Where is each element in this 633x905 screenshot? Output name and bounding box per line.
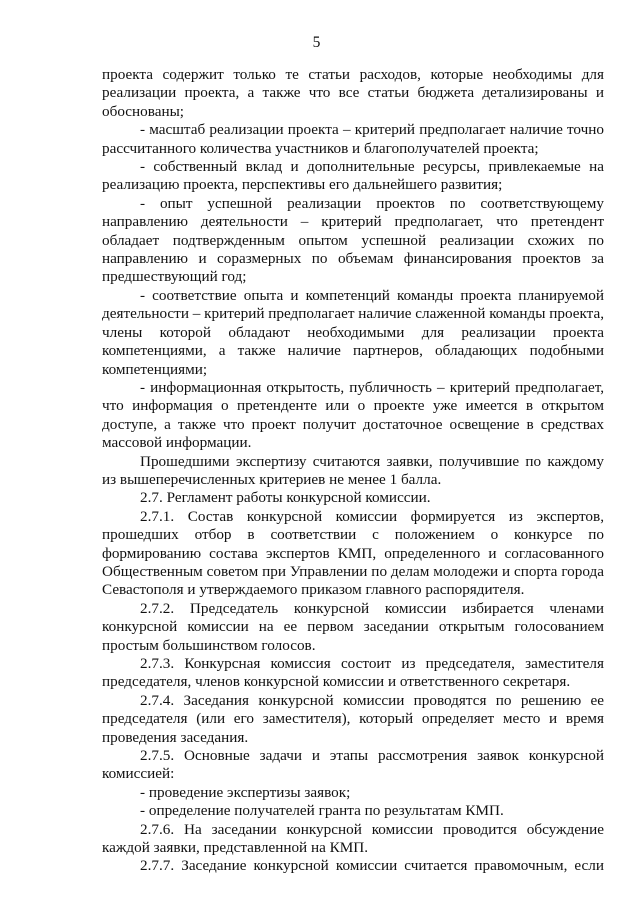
list-item: - масштаб реализации проекта – критерий предполагает наличие точно рассчитанного количества участников и благополучателей проекта; [102, 121, 604, 157]
list-item: - собственный вклад и дополнительные ресурсы, привлекаемые на реализацию проекта, перспективы его дальнейшего развития; [102, 158, 604, 194]
list-item: - соответствие опыта и компетенций команды проекта планируемой деятельности – критерий предполагает наличие слаженной команды проекта, члены которой обладают необходимыми для реализации проекта компетенциями, а также наличие партнеров, обладающих подобными компетенциями; [102, 286, 604, 378]
document-body [102, 66, 604, 876]
paragraph: Прошедшими экспертизу считаются заявки, получившие по каждому из вышеперечисленных критериев не менее 1 балла. [102, 452, 604, 488]
page-number: 5 [312, 34, 321, 51]
list-item: - информационная открытость, публичность – критерий предполагает, что информация о претенденте или о проекте уже имеется в открытом доступе, а также что проект получит достаточное освещение в средствах массовой информации. [102, 378, 604, 452]
clause: 2.7.6. На заседании конкурсной комиссии проводится обсуждение каждой заявки, представленной на КМП. [102, 820, 604, 857]
list-item: - проведение экспертизы заявок; [140, 783, 351, 801]
clause: 2.7.7. Заседание конкурсной комиссии считается правомочным, если [140, 857, 604, 875]
list-item: - опыт успешной реализации проектов по соответствующему направлению деятельности – критерий предполагает, что претендент обладает подтвержденным опытом успешной реализации схожих по направлению и соразмерных по объемам финансирования проектов за предшествующий год; [102, 194, 604, 286]
clause: 2.7.2. Председатель конкурсной комиссии избирается членами конкурсной комиссии на ее первом заседании открытым голосованием простым большинством голосов. [102, 599, 604, 654]
clause: 2.7.1. Состав конкурсной комиссии формируется из экспертов, прошедших отбор в соответствии с положением о конкурсе по формированию состава экспертов КМП, определенного и согласованного Общественным советом при Управлении по делам молодежи и спорта города Севастополя и утверждаемого приказом главного распорядителя. [102, 507, 604, 599]
paragraph: проекта содержит только те статьи расходов, которые необходимы для реализации проекта, а также что все статьи бюджета детализированы и обоснованы; [102, 66, 604, 120]
list-item: - определение получателей гранта по результатам КМП. [140, 802, 504, 820]
clause: 2.7.3. Конкурсная комиссия состоит из председателя, заместителя председателя, членов конкурсной комиссии и ответственного секретаря. [102, 655, 604, 691]
section-heading: 2.7. Регламент работы конкурсной комиссии. [140, 489, 431, 507]
clause: 2.7.4. Заседания конкурсной комиссии проводятся по решению ее председателя (или его заместителя), который определяет место и время проведения заседания. [102, 691, 604, 746]
clause: 2.7.5. Основные задачи и этапы рассмотрения заявок конкурсной комиссией: [102, 747, 604, 783]
